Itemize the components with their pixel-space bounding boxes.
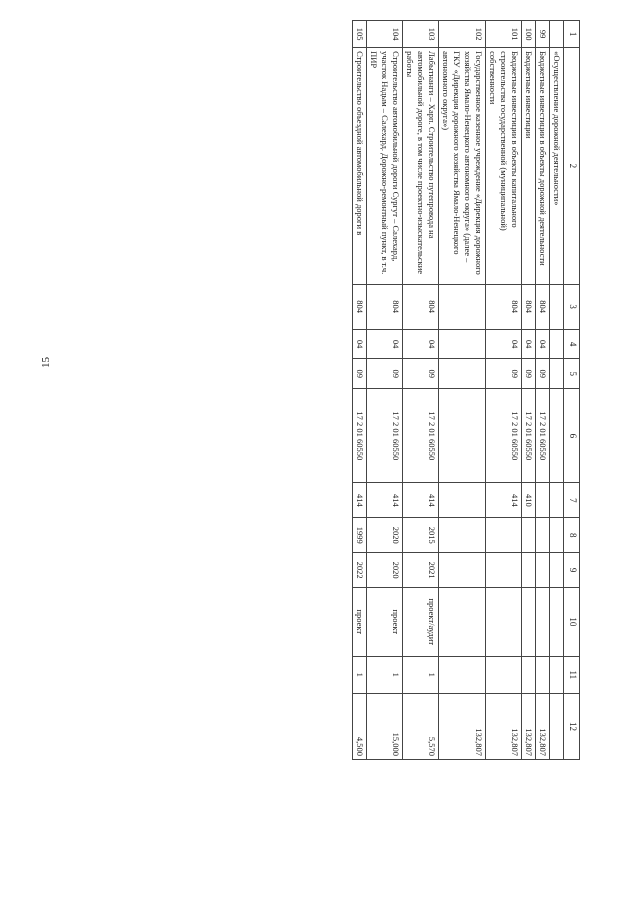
amount: 132,807 xyxy=(522,694,536,760)
header-cell: 5 xyxy=(564,359,580,389)
stage xyxy=(439,588,486,656)
end-year xyxy=(439,553,486,588)
item-name: Строительство объездной автомобильной дороги в xyxy=(353,48,367,284)
amount: 132,807 xyxy=(536,694,550,760)
target-article-code xyxy=(439,389,486,483)
header-cell: 6 xyxy=(564,389,580,483)
amount: 132,807 xyxy=(439,694,486,760)
rotated-table-container xyxy=(80,20,580,760)
target-article-code xyxy=(550,389,564,483)
expense-type-code: 414 xyxy=(353,483,367,518)
item-name: Строительство автомобильной дороги Сургут – Салехард, участок Надым – Салехард. Дорожно-ремонтный пункт, в т.ч. ПИР xyxy=(367,48,403,284)
table-row xyxy=(367,21,403,760)
amount: 4,500 xyxy=(353,694,367,760)
stage xyxy=(486,588,522,656)
section-code: 04 xyxy=(536,329,550,359)
start-year xyxy=(486,518,522,553)
section-code: 04 xyxy=(486,329,522,359)
start-year xyxy=(439,518,486,553)
section-code: 04 xyxy=(403,329,439,359)
amount: 5,570 xyxy=(403,694,439,760)
section-code: 04 xyxy=(522,329,536,359)
subsection-code: 09 xyxy=(486,359,522,389)
capacity xyxy=(486,656,522,693)
ministry-code xyxy=(439,284,486,329)
expense-type-code xyxy=(439,483,486,518)
target-article-code: 17 2 01 60550 xyxy=(403,389,439,483)
subsection-code: 09 xyxy=(522,359,536,389)
row-number: 102 xyxy=(439,21,486,48)
expense-type-code: 414 xyxy=(403,483,439,518)
stage: проект xyxy=(367,588,403,656)
section-code xyxy=(550,329,564,359)
table-row xyxy=(353,21,367,760)
item-name: Бюджетные инвестиции в объекты капитального строительства государственной (муниципальной) собственности xyxy=(486,48,522,284)
start-year xyxy=(522,518,536,553)
target-article-code: 17 2 01 60550 xyxy=(486,389,522,483)
row-number xyxy=(550,21,564,48)
capacity xyxy=(550,656,564,693)
row-number: 104 xyxy=(367,21,403,48)
end-year: 2020 xyxy=(367,553,403,588)
start-year xyxy=(550,518,564,553)
subsection-code xyxy=(439,359,486,389)
table-row xyxy=(439,21,486,760)
stage: проект xyxy=(353,588,367,656)
item-name: Государственное казенное учреждение «Дирекция дорожного хозяйства Ямало-Ненецкого автономного округа» (далее – ГКУ «Дирекция дорожного хозяйства Ямало-Ненецкого автономного округа») xyxy=(439,48,486,284)
end-year: 2022 xyxy=(353,553,367,588)
expense-type-code xyxy=(536,483,550,518)
start-year: 2015 xyxy=(403,518,439,553)
end-year: 2021 xyxy=(403,553,439,588)
header-cell: 7 xyxy=(564,483,580,518)
ministry-code: 804 xyxy=(353,284,367,329)
target-article-code: 17 2 01 60550 xyxy=(367,389,403,483)
end-year xyxy=(536,553,550,588)
header-cell: 8 xyxy=(564,518,580,553)
table-row xyxy=(550,21,564,760)
item-name: Бюджетные инвестиции xyxy=(522,48,536,284)
ministry-code: 804 xyxy=(367,284,403,329)
header-cell: 3 xyxy=(564,284,580,329)
row-number: 99 xyxy=(536,21,550,48)
target-article-code: 17 2 01 60550 xyxy=(536,389,550,483)
page-number: 15 xyxy=(40,357,52,368)
header-cell: 10 xyxy=(564,588,580,656)
row-number: 100 xyxy=(522,21,536,48)
row-number: 101 xyxy=(486,21,522,48)
stage xyxy=(522,588,536,656)
subsection-code: 09 xyxy=(536,359,550,389)
amount xyxy=(550,694,564,760)
section-code xyxy=(439,329,486,359)
subsection-code xyxy=(550,359,564,389)
start-year: 2020 xyxy=(367,518,403,553)
capacity xyxy=(536,656,550,693)
section-code: 04 xyxy=(353,329,367,359)
stage xyxy=(550,588,564,656)
subsection-code: 09 xyxy=(403,359,439,389)
ministry-code: 804 xyxy=(522,284,536,329)
capacity xyxy=(439,656,486,693)
capacity: 1 xyxy=(403,656,439,693)
table-row xyxy=(536,21,550,760)
ministry-code: 804 xyxy=(486,284,522,329)
subsection-code: 09 xyxy=(367,359,403,389)
ministry-code: 804 xyxy=(403,284,439,329)
capacity: 1 xyxy=(367,656,403,693)
item-name: Лабытнанги – Харп. Строительство путепровода на автомобильной дороге, в том числе проектно-изыскательские работы xyxy=(403,48,439,284)
table-row xyxy=(522,21,536,760)
end-year xyxy=(550,553,564,588)
header-cell: 1 xyxy=(564,21,580,48)
capacity: 1 xyxy=(353,656,367,693)
row-number: 103 xyxy=(403,21,439,48)
budget-table xyxy=(352,20,580,760)
header-cell: 9 xyxy=(564,553,580,588)
header-cell: 4 xyxy=(564,329,580,359)
expense-type-code xyxy=(550,483,564,518)
stage xyxy=(536,588,550,656)
item-name: Бюджетные инвестиции в объекты дорожной деятельности xyxy=(536,48,550,284)
amount: 15,000 xyxy=(367,694,403,760)
start-year xyxy=(536,518,550,553)
end-year xyxy=(522,553,536,588)
row-number: 105 xyxy=(353,21,367,48)
amount: 132,807 xyxy=(486,694,522,760)
ministry-code: 804 xyxy=(536,284,550,329)
header-cell: 2 xyxy=(564,48,580,284)
table-row xyxy=(486,21,522,760)
target-article-code: 17 2 01 60550 xyxy=(522,389,536,483)
start-year: 1999 xyxy=(353,518,367,553)
header-cell: 11 xyxy=(564,656,580,693)
end-year xyxy=(486,553,522,588)
target-article-code: 17 2 01 60550 xyxy=(353,389,367,483)
expense-type-code: 414 xyxy=(486,483,522,518)
header-row xyxy=(564,21,580,760)
table-row xyxy=(403,21,439,760)
stage: проект/аудит xyxy=(403,588,439,656)
item-name: «Осуществление дорожной деятельности» xyxy=(550,48,564,284)
ministry-code xyxy=(550,284,564,329)
expense-type-code: 410 xyxy=(522,483,536,518)
header-cell: 12 xyxy=(564,694,580,760)
expense-type-code: 414 xyxy=(367,483,403,518)
section-code: 04 xyxy=(367,329,403,359)
capacity xyxy=(522,656,536,693)
subsection-code: 09 xyxy=(353,359,367,389)
